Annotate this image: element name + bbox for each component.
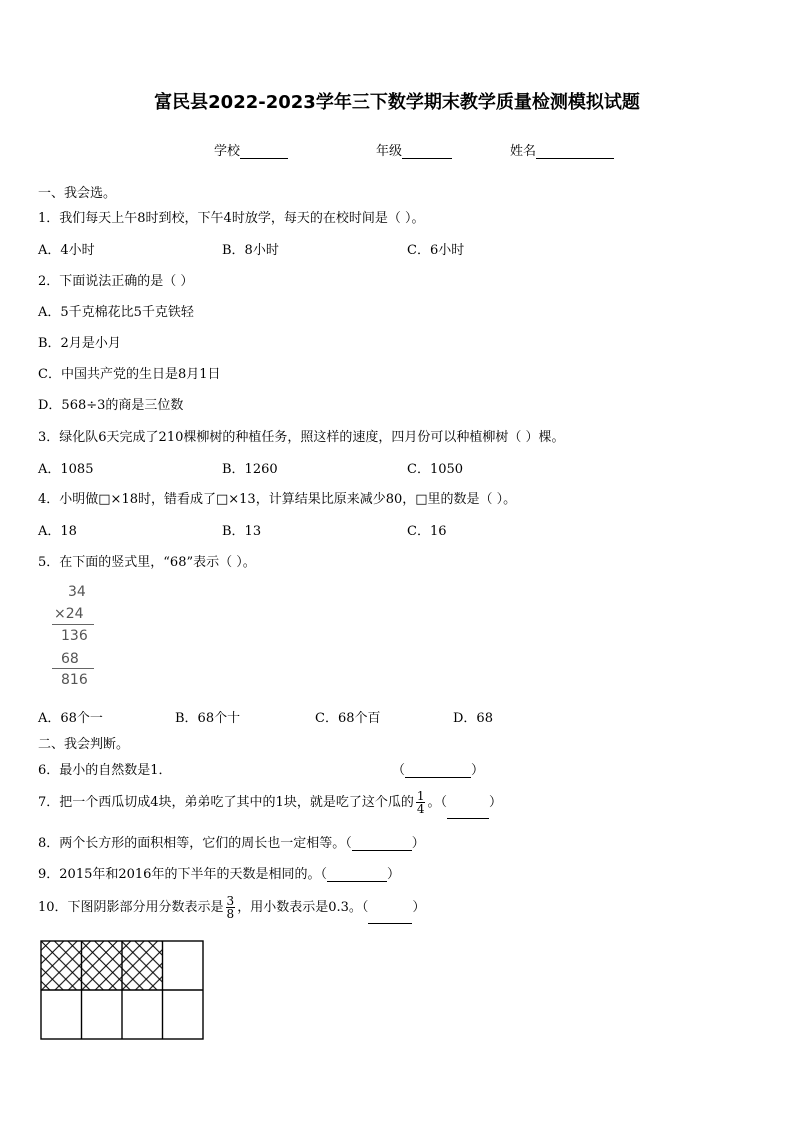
q10-stem-post: ，用小数表示是0.3。（ [237,900,369,915]
name-label: 姓名 [510,144,537,159]
q7-stem: 7．把一个西瓜切成4块，弟弟吃了其中的1块，就是吃了这个瓜的 [38,795,414,810]
question-9 [38,863,400,882]
name-blank[interactable] [536,144,614,159]
q4-option-c[interactable]: C．16 [407,524,447,539]
q9-answer-blank[interactable] [327,868,387,882]
q10-fraction-denominator: 8 [226,907,235,921]
vertical-row-4: 68 [61,651,79,667]
shaded-grid-figure [39,939,205,1043]
question-7 [38,787,502,819]
question-2: 2．下面说法正确的是（ ） [38,274,194,289]
q9-stem: 9．2015年和2016年的下半年的天数是相同的。（ [38,867,327,882]
q7-stem-post: 。（ [427,795,447,810]
q7-answer-blank[interactable] [447,805,489,819]
q2-option-d[interactable]: D．568÷3的商是三位数 [38,398,184,413]
page-title: 富民县2022-2023学年三下数学期末教学质量检测模拟试题 [154,92,640,113]
grade-blank[interactable] [402,144,452,159]
shaded-cell [122,941,163,990]
school-field [214,140,288,159]
q7-fraction-numerator: 1 [416,789,425,803]
q5-option-b[interactable]: B．68个十 [175,711,241,726]
shaded-cell [82,941,123,990]
vertical-line-2 [52,668,94,669]
question-6: 6．最小的自然数是1． [38,763,172,778]
vertical-row-5: 816 [61,672,88,688]
question-4: 4．小明做□×18时，错看成了□×13，计算结果比原来减少80，□里的数是（ ）。 [38,492,517,507]
q5-option-c[interactable]: C．68个百 [315,711,381,726]
q8-paren-close: ） [411,836,425,851]
section-1-heading: 一、我会选。 [38,186,117,201]
q10-paren-close: ） [412,900,426,915]
section-2-heading: 二、我会判断。 [38,737,130,752]
shaded-cell [41,941,82,990]
question-3: 3．绿化队6天完成了210棵柳树的种植任务，照这样的速度，四月份可以种植柳树（ ）棵。 [38,430,565,445]
q8-stem: 8．两个长方形的面积相等，它们的周长也一定相等。（ [38,836,352,851]
q4-option-a[interactable]: A．18 [38,524,77,539]
vertical-row-1: 34 [68,584,86,600]
q1-option-c[interactable]: C．6小时 [407,243,465,258]
q2-option-c[interactable]: C．中国共产党的生日是8月1日 [38,367,221,382]
q6-paren-open: （ [392,763,406,778]
grade-label: 年级 [376,144,403,159]
school-blank[interactable] [240,144,288,159]
vertical-line-1 [52,624,94,625]
q3-option-b[interactable]: B．1260 [222,462,278,477]
q5-option-d[interactable]: D．68 [453,711,493,726]
q10-stem: 10．下图阴影部分用分数表示是 [38,900,224,915]
question-1: 1．我们每天上午8时到校，下午4时放学，每天的在校时间是（ ）。 [38,211,425,226]
q10-fraction [226,895,236,920]
question-10 [38,892,425,924]
q10-fraction-numerator: 3 [226,894,235,908]
vertical-row-3: 136 [61,628,88,644]
q3-option-a[interactable]: A．1085 [38,462,94,477]
q7-fraction-denominator: 4 [416,802,425,816]
q8-answer-blank[interactable] [352,837,412,851]
school-label: 学校 [214,144,241,159]
question-8 [38,832,425,851]
q2-option-b[interactable]: B．2月是小月 [38,336,121,351]
grade-field [376,140,452,159]
question-5: 5．在下面的竖式里，“68”表示（ ）。 [38,555,256,570]
q6-answer-blank[interactable] [405,764,471,778]
q1-option-b[interactable]: B．8小时 [222,243,279,258]
q1-option-a[interactable]: A．4小时 [38,243,95,258]
q4-option-b[interactable]: B．13 [222,524,262,539]
q2-option-a[interactable]: A．5千克棉花比5千克铁轻 [38,305,194,320]
q6-answer [392,759,484,778]
q6-paren-close: ） [471,763,485,778]
q3-option-c[interactable]: C．1050 [407,462,464,477]
q7-paren-close: ） [488,795,502,810]
name-field [510,140,614,159]
q5-option-a[interactable]: A．68个一 [38,711,103,726]
vertical-row-2: ×24 [54,606,84,622]
q10-answer-blank[interactable] [368,910,412,924]
q7-fraction [416,790,426,815]
q9-paren-close: ） [386,867,400,882]
